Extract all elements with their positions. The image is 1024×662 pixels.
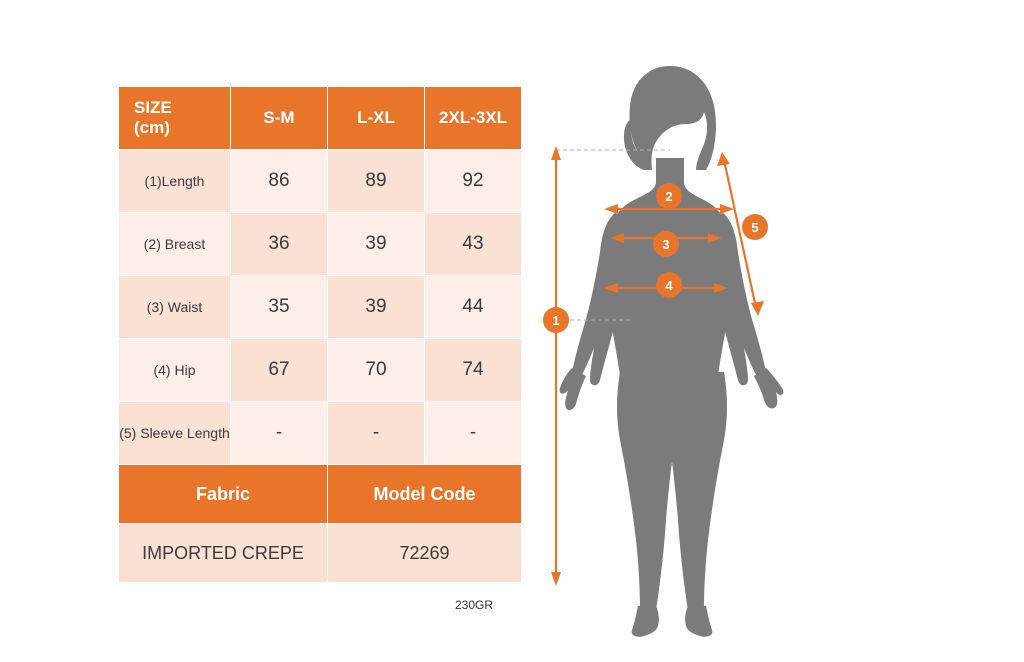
header-l-xl: L-XL — [328, 87, 425, 150]
badge-5: 5 — [742, 214, 768, 240]
table-footer-value-row — [119, 524, 522, 583]
table-header-row — [119, 87, 522, 150]
table-row — [119, 402, 522, 465]
cell-length-lxl: 89 — [328, 150, 425, 213]
row-label-length: (1)Length — [119, 150, 231, 213]
footer-header-model-code: Model Code — [328, 465, 522, 524]
cell-breast-sm: 36 — [231, 213, 328, 276]
cell-waist-lxl: 39 — [328, 276, 425, 339]
header-2xl-3xl: 2XL-3XL — [425, 87, 522, 150]
row-label-sleeve-length: (5) Sleeve Length — [119, 402, 231, 465]
cell-length-2xl3xl: 92 — [425, 150, 522, 213]
arrow-length — [551, 146, 561, 586]
cell-waist-2xl3xl: 44 — [425, 276, 522, 339]
badge-2: 2 — [656, 183, 682, 209]
cell-sleeve-2xl3xl: - — [425, 402, 522, 465]
row-label-breast: (2) Breast — [119, 213, 231, 276]
table-footer-header-row — [119, 465, 522, 524]
badge-1: 1 — [543, 307, 569, 333]
cell-hip-2xl3xl: 74 — [425, 339, 522, 402]
table-row — [119, 213, 522, 276]
badge-4: 4 — [656, 272, 682, 298]
cell-hip-lxl: 70 — [328, 339, 425, 402]
cell-breast-lxl: 39 — [328, 213, 425, 276]
table-row — [119, 150, 522, 213]
table-row — [119, 339, 522, 402]
cell-length-sm: 86 — [231, 150, 328, 213]
cell-sleeve-sm: - — [231, 402, 328, 465]
header-size-line2: (cm) — [134, 118, 170, 137]
header-size-line1: SIZE — [134, 98, 172, 118]
gram-note: 230GR — [455, 598, 494, 612]
row-label-waist: (3) Waist — [119, 276, 231, 339]
footer-header-fabric: Fabric — [119, 465, 328, 524]
measurement-figure — [520, 20, 840, 640]
table-row — [119, 276, 522, 339]
size-table — [118, 86, 522, 583]
footer-value-model-code: 72269 — [328, 524, 522, 583]
badge-3: 3 — [653, 231, 679, 257]
header-s-m: S-M — [231, 87, 328, 150]
header-size-cm — [119, 87, 231, 150]
footer-value-fabric: IMPORTED CREPE — [119, 524, 328, 583]
cell-waist-sm: 35 — [231, 276, 328, 339]
cell-breast-2xl3xl: 43 — [425, 213, 522, 276]
cell-hip-sm: 67 — [231, 339, 328, 402]
row-label-hip: (4) Hip — [119, 339, 231, 402]
cell-sleeve-lxl: - — [328, 402, 425, 465]
female-body-silhouette — [520, 20, 840, 640]
